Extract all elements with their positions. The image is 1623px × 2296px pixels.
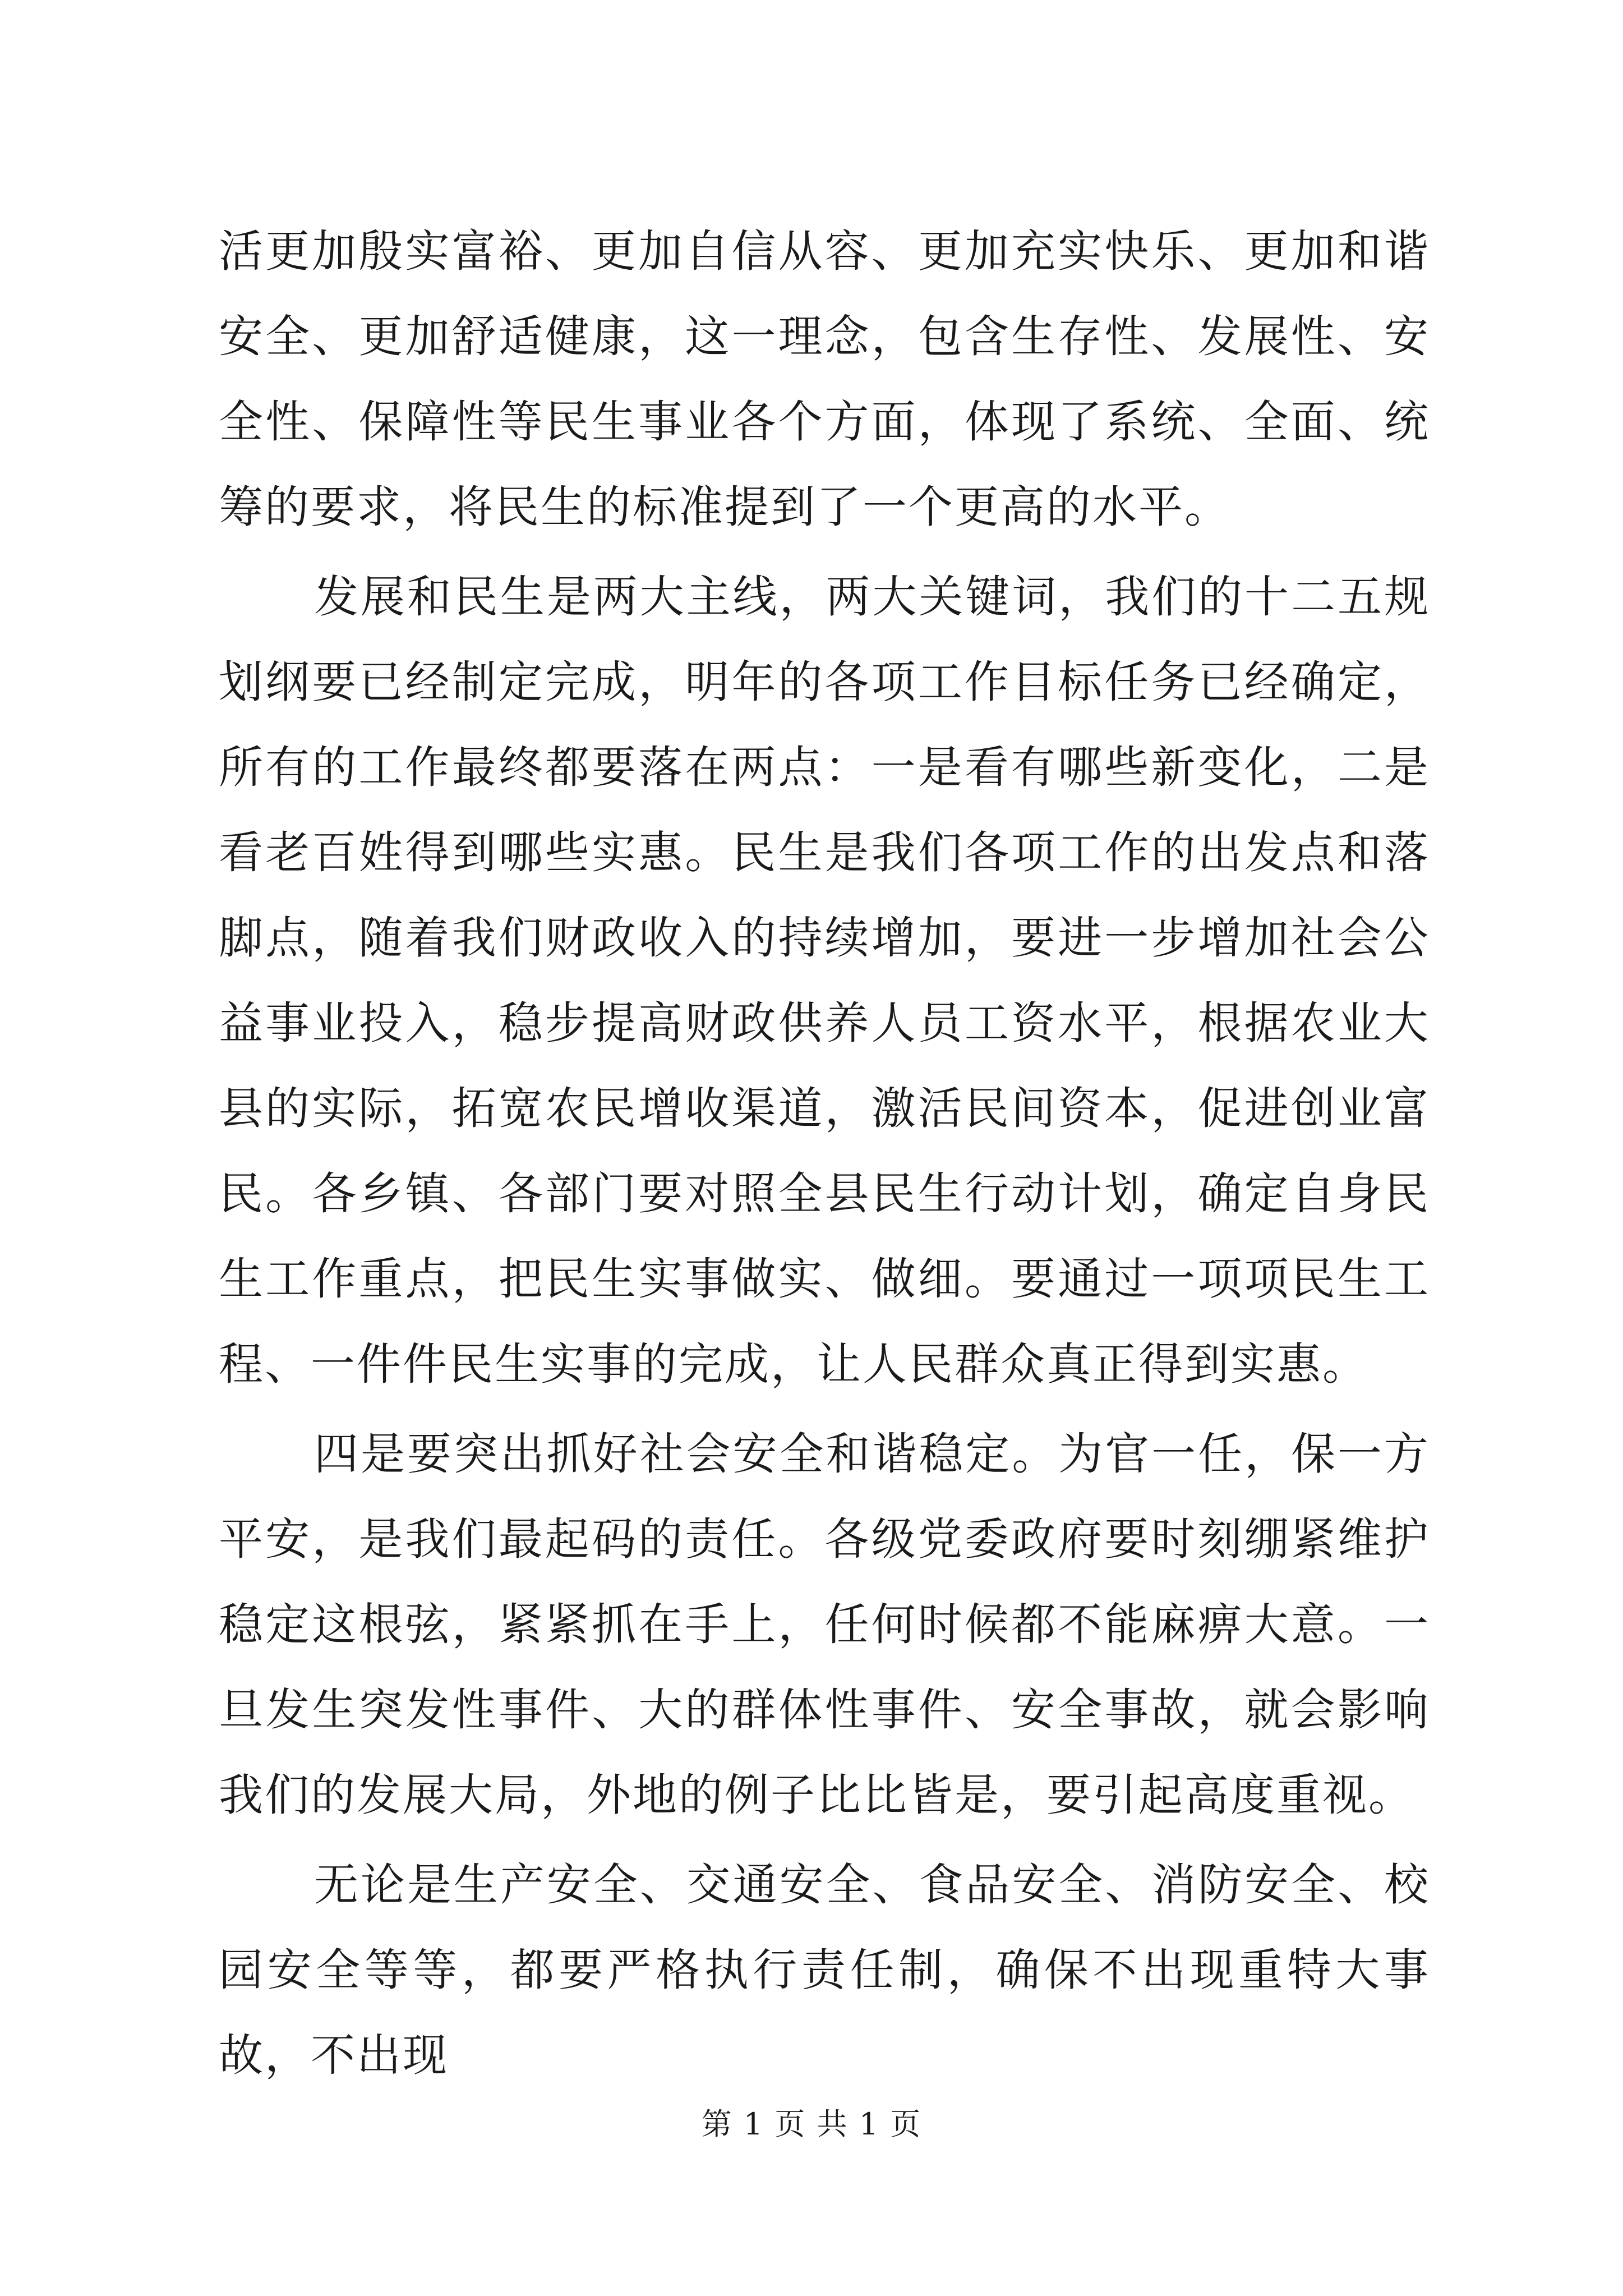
paragraph-1: 活更加殷实富裕、更加自信从容、更加充实快乐、更加和谐安全、更加舒适健康，这一理念，包含生存性、发展性、安全性、保障性等民生事业各个方面，体现了系统、全面、统筹的要求，将民生的标准提到了一个更高的水平。 [219, 226, 1430, 533]
paragraph-4: 无论是生产安全、交通安全、食品安全、消防安全、校园安全等等，都要严格执行责任制，确保不出现重特大事故，不出现 [219, 1859, 1430, 2081]
paragraph-3: 四是要突出抓好社会安全和谐稳定。为官一任，保一方平安，是我们最起码的责任。各级党委政府要时刻绷紧维护稳定这根弦，紧紧抓在手上，任何时候都不能麻痹大意。一旦发生突发性事件、大的群体性事件、安全事故，就会影响我们的发展大局，外地的例子比比皆是，要引起高度重视。 [219, 1428, 1430, 1821]
page-footer: 第 1 页 共 1 页 [701, 2106, 922, 2142]
document-body [219, 209, 1430, 2102]
paragraph-2: 发展和民生是两大主线，两大关键词，我们的十二五规划纲要已经制定完成，明年的各项工作目标任务已经确定，所有的工作最终都要落在两点：一是看有哪些新变化，二是看老百姓得到哪些实惠。民生是我们各项工作的出发点和落脚点，随着我们财政收入的持续增加，要进一步增加社会公益事业投入，稳步提高财政供养人员工资水平，根据农业大县的实际，拓宽农民增收渠道，激活民间资本，促进创业富民。各乡镇、各部门要对照全县民生行动计划，确定自身民生工作重点，把民生实事做实、做细。要通过一项项民生工程、一件件民生实事的完成，让人民群众真正得到实惠。 [219, 571, 1430, 1390]
